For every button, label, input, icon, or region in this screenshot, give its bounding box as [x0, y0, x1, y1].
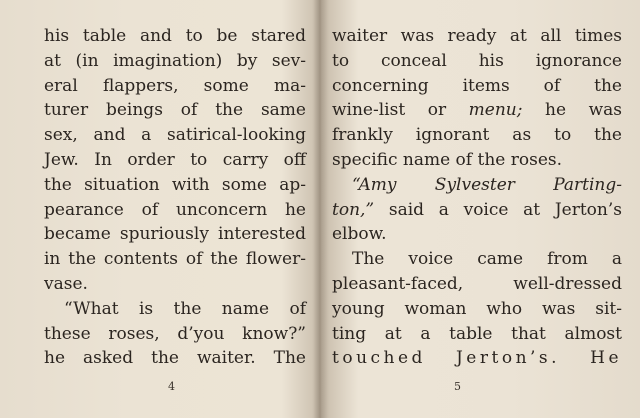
text-line: became spuriously interested — [44, 224, 306, 245]
text-line: frankly ignorant as to the — [332, 125, 622, 146]
page-number: 4 — [168, 380, 175, 393]
text-line: young woman who was sit- — [332, 298, 622, 319]
italic-text: menu; — [468, 100, 523, 121]
left-page-text — [44, 24, 306, 371]
text-run: said a voice at Jerton’s — [388, 199, 622, 220]
text-line: waiter was ready at all times — [332, 26, 622, 46]
text-line: elbow. — [332, 224, 387, 245]
text-line: the situation with some ap- — [44, 174, 306, 195]
text-line: ting at a table that almost — [332, 323, 622, 344]
italic-text: “Amy Sylvester Parting- — [352, 174, 622, 195]
text-line: vase. — [44, 273, 88, 294]
text-line: these roses, d’you know?” — [44, 323, 306, 344]
text-line: in the contents of the flower- — [44, 249, 306, 270]
right-page-text — [332, 24, 622, 371]
text-line: pearance of unconcern he — [44, 199, 306, 220]
text-line: pleasant-faced, well-dressed — [332, 273, 622, 294]
text-line: his table and to be stared — [44, 26, 306, 46]
text-line: concerning items of the — [332, 75, 622, 96]
italic-text: ton,” — [332, 199, 375, 220]
text-line: sex, and a satirical-looking — [44, 125, 306, 146]
text-line: Jew. In order to carry off — [44, 149, 306, 170]
text-run: he was — [545, 100, 623, 121]
text-line: turer beings of the same — [44, 100, 306, 121]
text-line — [332, 198, 622, 223]
text-line: The voice came from a — [352, 249, 622, 270]
book-gutter — [312, 0, 328, 418]
right-page — [320, 0, 640, 418]
text-line — [332, 98, 622, 123]
text-line: at (in imagination) by sev- — [44, 50, 306, 71]
page-number: 5 — [454, 380, 461, 393]
text-line: to conceal his ignorance — [332, 50, 622, 71]
text-line: he asked the waiter. The — [44, 348, 306, 369]
text-line: eral flappers, some ma- — [44, 75, 306, 96]
text-run: wine-list or — [332, 100, 447, 121]
text-line: specific name of the roses. — [332, 149, 563, 170]
text-line: touched Jerton’s. He — [332, 348, 622, 369]
text-line: “What is the name of — [64, 298, 306, 319]
text-line — [332, 173, 622, 198]
